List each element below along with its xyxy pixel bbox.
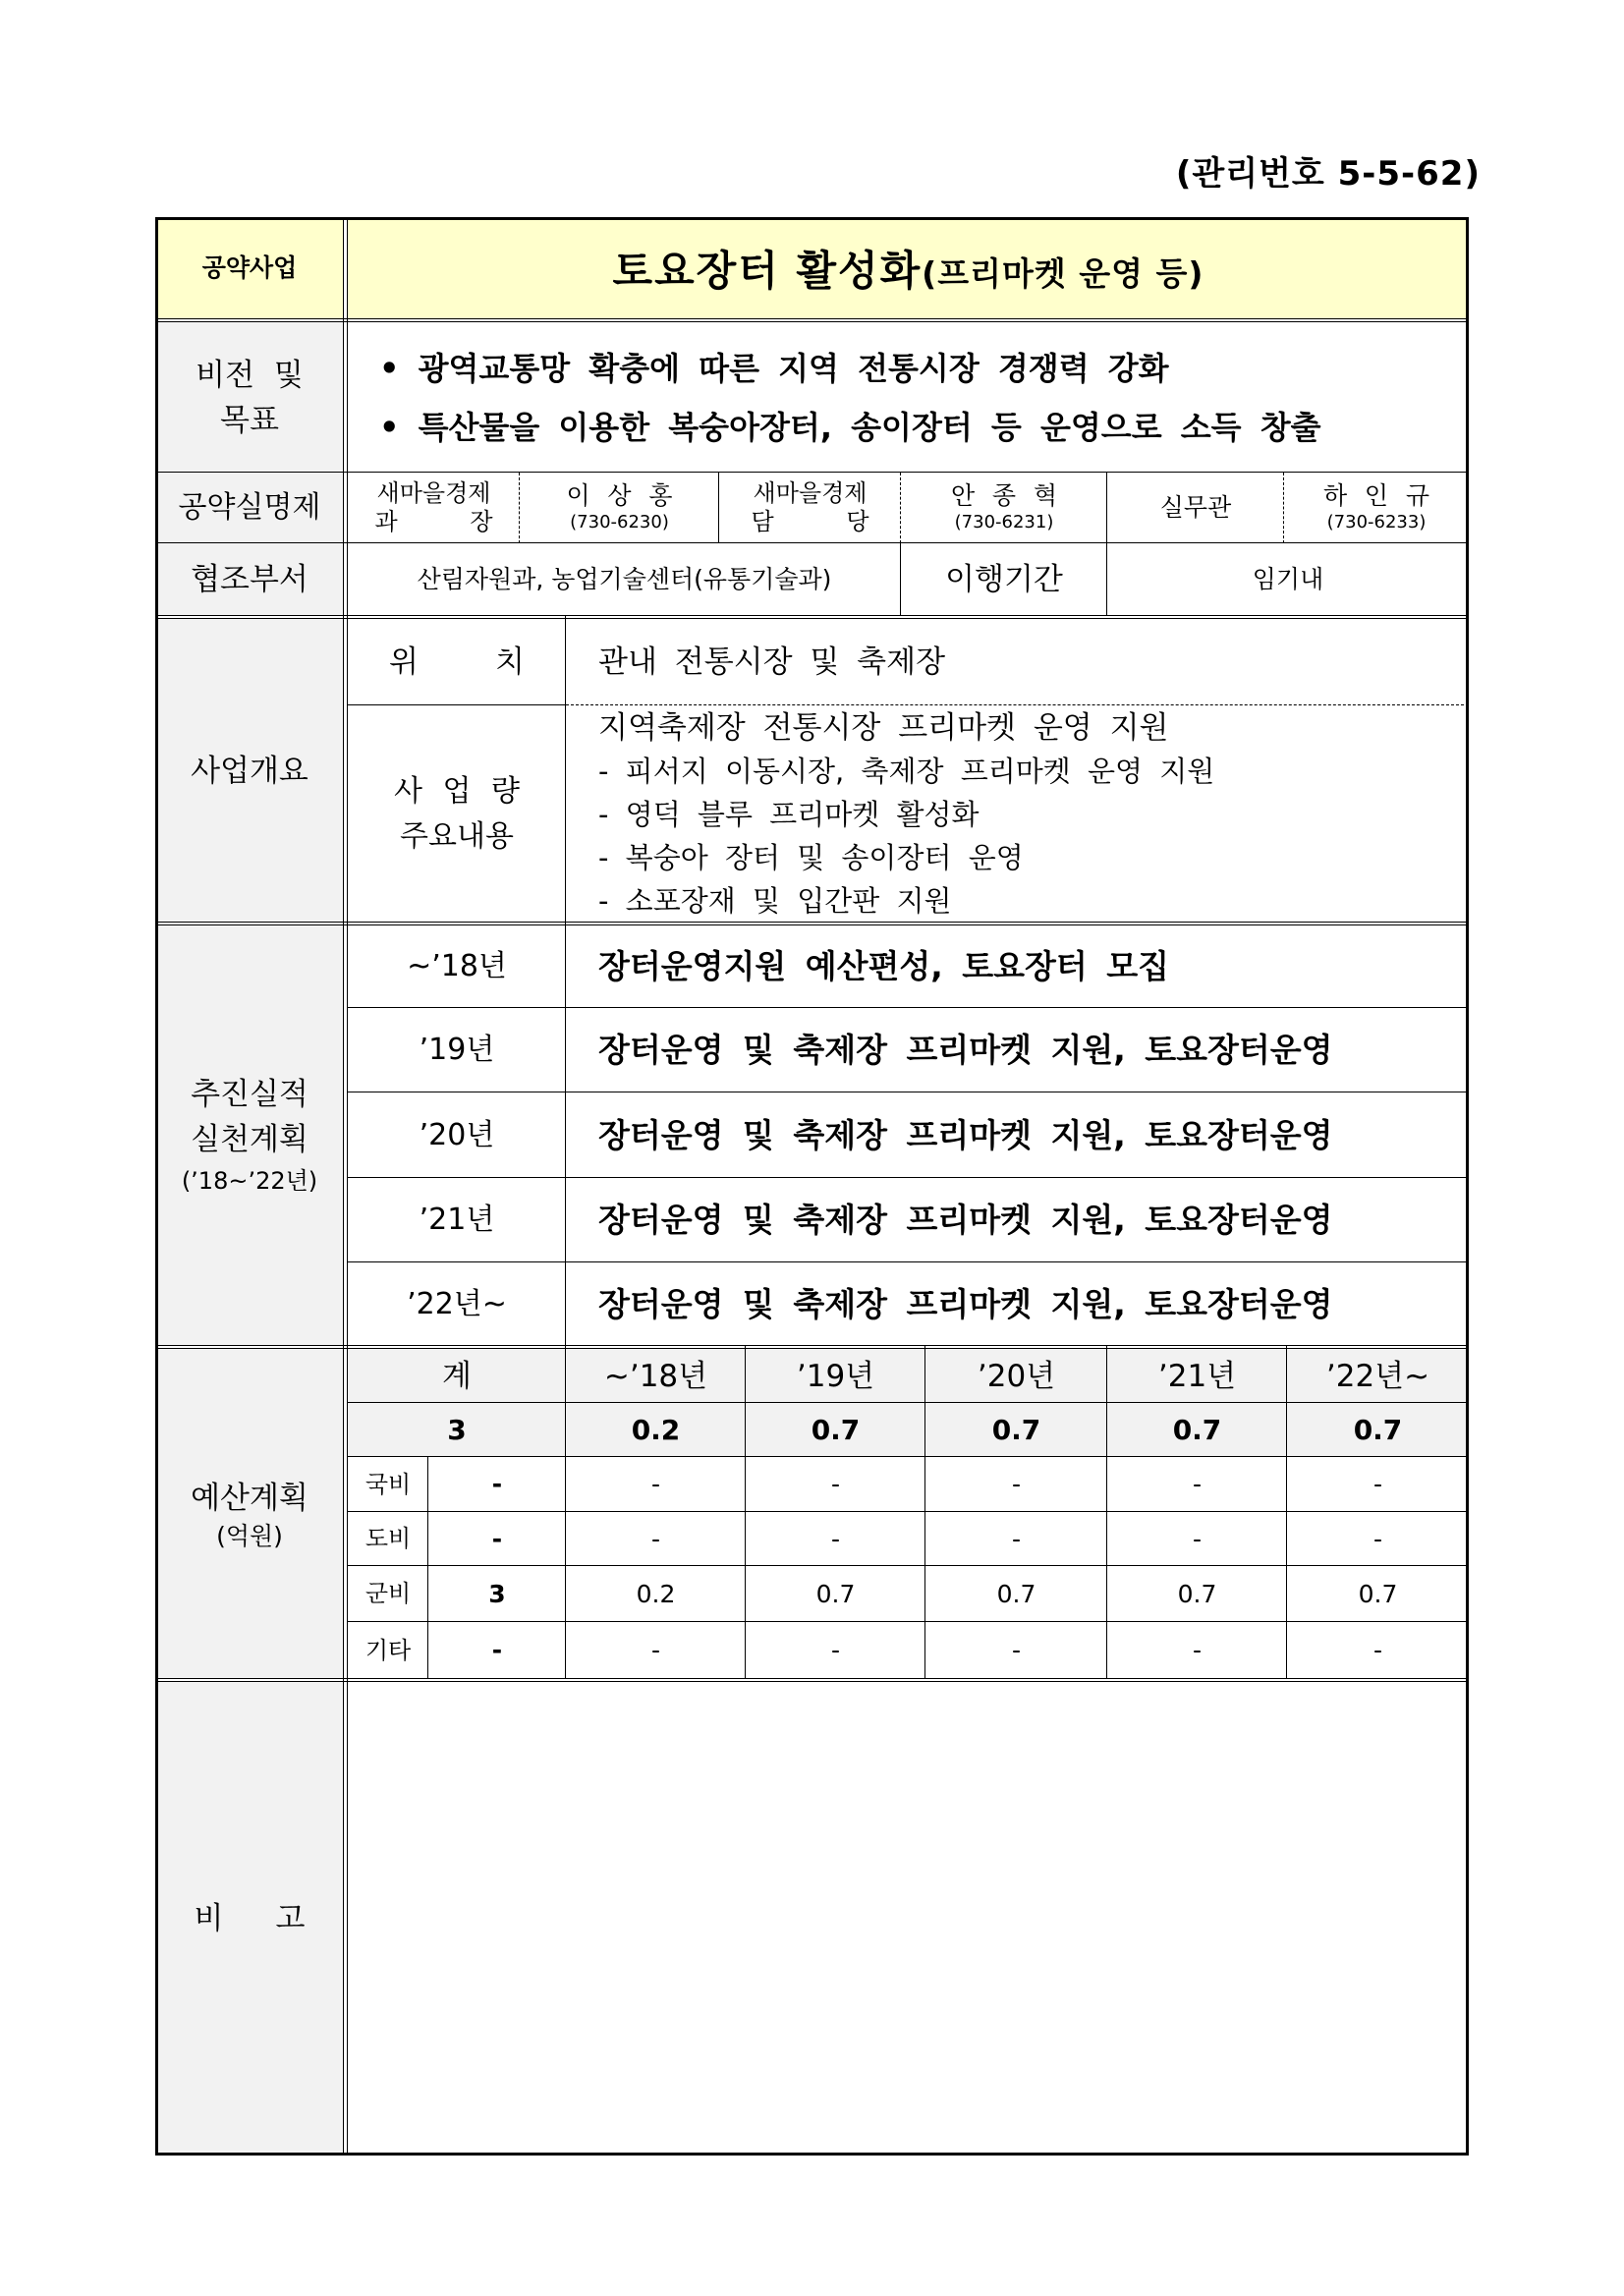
- progress-label-cell: [155, 925, 344, 1346]
- table-rule: [348, 1456, 1469, 1457]
- budget-value-cell: [1287, 1566, 1469, 1622]
- scope-line: - 영덕 블루 프리마켓 활성화: [598, 797, 980, 831]
- official-name: 안 종 혁: [951, 481, 1057, 510]
- budget-value: -: [1192, 1470, 1203, 1498]
- table-rule: [1106, 543, 1107, 616]
- budget-source: 도비: [364, 1525, 412, 1552]
- progress-label-period: (’18~’22년): [181, 1167, 318, 1195]
- table-rule: [348, 704, 566, 705]
- budget-value-cell: [1287, 1457, 1469, 1512]
- vision-bullet: • 특산물을 이용한 복숭아장터, 송이장터 등 운영으로 소득 창출: [379, 408, 1321, 446]
- period-label-cell: [901, 543, 1107, 616]
- scope-line: - 소포장재 및 입간판 지원: [598, 883, 952, 918]
- budget-value: -: [491, 1636, 503, 1664]
- official-title: 실무관: [1159, 493, 1232, 522]
- budget-value-cell: [566, 1566, 746, 1622]
- budget-value: -: [650, 1470, 661, 1498]
- budget-header: ’22년~: [1325, 1358, 1430, 1394]
- accountability-label: 공약실명제: [178, 490, 321, 525]
- table-rule: [155, 922, 1469, 923]
- budget-value-cell: [925, 1622, 1107, 1679]
- table-rule: [155, 618, 1469, 619]
- budget-value: -: [491, 1524, 503, 1553]
- budget-value: -: [1372, 1470, 1383, 1498]
- table-rule: [155, 615, 1469, 616]
- table-rule: [565, 616, 566, 1679]
- official-title-cell: [1107, 473, 1284, 543]
- progress-content: 장터운영 및 축제장 프리마켓 지원, 토요장터운영: [598, 1031, 1333, 1069]
- cooperation-departments-cell: [348, 543, 901, 616]
- table-rule: [745, 1346, 746, 1679]
- budget-header: ’21년: [1157, 1358, 1237, 1394]
- budget-source: 군비: [364, 1580, 412, 1607]
- budget-header: ~’18년: [603, 1358, 708, 1394]
- budget-value-cell: [925, 1512, 1107, 1566]
- budget-value: -: [830, 1470, 841, 1498]
- budget-source-cell: [348, 1622, 428, 1679]
- table-rule: [924, 1346, 925, 1679]
- budget-header-cell: [925, 1349, 1107, 1403]
- progress-year: ~’18년: [407, 949, 507, 983]
- budget-value: -: [830, 1636, 841, 1664]
- official-name: 하 인 규: [1323, 481, 1429, 510]
- table-rule: [155, 1345, 1469, 1346]
- table-rule: [427, 1457, 428, 1679]
- budget-value-cell: [566, 1457, 746, 1512]
- vision-label-line2: 목표: [220, 402, 279, 438]
- progress-content: 장터운영지원 예산편성, 토요장터 모집: [598, 947, 1170, 985]
- vision-bullet: • 광역교통망 확충에 따른 지역 전통시장 경쟁력 강화: [379, 349, 1169, 387]
- official-position: 과 장: [374, 508, 493, 535]
- table-rule: [348, 1565, 1469, 1566]
- vision-content-cell: [348, 322, 1469, 473]
- budget-total-cell: [746, 1403, 925, 1457]
- progress-year: ’20년: [419, 1117, 495, 1152]
- budget-value-cell: [1287, 1512, 1469, 1566]
- budget-header: 계: [442, 1358, 472, 1394]
- table-rule: [347, 217, 348, 2156]
- vision-label-line1: 비전 및: [196, 357, 304, 393]
- cooperation-label-cell: [155, 543, 344, 616]
- table-rule: [155, 318, 1469, 319]
- scope-label-line1: 사 업 량: [394, 773, 520, 809]
- table-rule: [155, 321, 1469, 322]
- budget-source-cell: [348, 1457, 428, 1512]
- budget-value-cell: [1107, 1566, 1287, 1622]
- official-title-cell: [719, 473, 901, 543]
- official-phone: (730-6231): [954, 512, 1054, 532]
- progress-content: 장터운영 및 축제장 프리마켓 지원, 토요장터운영: [598, 1284, 1333, 1323]
- budget-value-cell: [1107, 1457, 1287, 1512]
- budget-value: 0.7: [815, 1579, 856, 1608]
- budget-header-cell: [1107, 1349, 1287, 1403]
- pledge-title-suffix: (프리마켓 운영 등): [922, 254, 1204, 293]
- budget-total-cell: [925, 1403, 1107, 1457]
- table-rule: [1106, 473, 1107, 543]
- budget-source: 국비: [364, 1470, 412, 1498]
- location-label-cell: [348, 619, 566, 705]
- budget-value: 0.7: [1177, 1579, 1217, 1608]
- budget-value-cell: [1107, 1512, 1287, 1566]
- budget-value-cell: [925, 1457, 1107, 1512]
- table-rule-dashed: [519, 473, 520, 543]
- cooperation-label: 협조부서: [191, 562, 308, 597]
- budget-value: -: [1192, 1524, 1203, 1553]
- pledge-label: 공약사업: [201, 253, 298, 282]
- table-rule: [155, 1678, 1469, 1679]
- table-rule: [900, 543, 901, 616]
- progress-label-line1: 추진실적: [191, 1077, 308, 1112]
- progress-year-cell: [348, 1178, 566, 1262]
- budget-value-cell: [746, 1566, 925, 1622]
- scope-label-line2: 주요내용: [400, 818, 514, 854]
- budget-header: ’20년: [977, 1358, 1056, 1394]
- table-rule: [348, 1261, 1469, 1262]
- budget-total: 0.7: [991, 1413, 1041, 1446]
- budget-header-cell: [348, 1349, 566, 1403]
- remarks-label: 비 고: [194, 1901, 306, 1936]
- budget-label-cell: [155, 1349, 344, 1679]
- budget-value-cell: [746, 1512, 925, 1566]
- budget-value: -: [1011, 1470, 1022, 1498]
- progress-year: ’19년: [419, 1033, 495, 1067]
- table-rule: [155, 1348, 1469, 1349]
- budget-value: -: [650, 1524, 661, 1553]
- budget-total-cell: [348, 1403, 566, 1457]
- budget-value: -: [830, 1524, 841, 1553]
- official-title: 새마을경제: [753, 479, 868, 507]
- cooperation-departments: 산림자원과, 농업기술센터(유통기술과): [417, 565, 832, 593]
- budget-value-cell: [925, 1566, 1107, 1622]
- progress-year-cell: [348, 1262, 566, 1346]
- budget-total: 0.7: [811, 1413, 861, 1446]
- progress-content-cell: [566, 1178, 1469, 1262]
- budget-value: -: [491, 1470, 503, 1498]
- budget-total: 0.2: [631, 1413, 681, 1446]
- table-rule: [348, 1621, 1469, 1622]
- table-rule: [718, 473, 719, 543]
- budget-source-cell: [348, 1512, 428, 1566]
- budget-source-cell: [348, 1566, 428, 1622]
- budget-header-cell: [1287, 1349, 1469, 1403]
- period-value-cell: [1107, 543, 1469, 616]
- budget-value: -: [1192, 1636, 1203, 1664]
- budget-value-cell: [428, 1457, 566, 1512]
- overview-label-cell: [155, 619, 344, 923]
- table-rule: [343, 217, 344, 2156]
- budget-value-cell: [1287, 1622, 1469, 1679]
- budget-value-cell: [746, 1457, 925, 1512]
- location-label: 위 치: [389, 644, 525, 680]
- table-rule: [1286, 1346, 1287, 1679]
- budget-value: -: [1372, 1636, 1383, 1664]
- official-name-cell: [901, 473, 1107, 543]
- scope-content-cell: [566, 705, 1469, 923]
- budget-value: 0.2: [636, 1579, 676, 1608]
- budget-value: 0.7: [1358, 1579, 1398, 1608]
- official-name-cell: [1284, 473, 1469, 543]
- scope-line: - 피서지 이동시장, 축제장 프리마켓 운영 지원: [598, 754, 1215, 788]
- budget-value-cell: [428, 1512, 566, 1566]
- budget-total-cell: [566, 1403, 746, 1457]
- budget-value: -: [1011, 1524, 1022, 1553]
- budget-total: 3: [447, 1413, 467, 1446]
- accountability-label-cell: [155, 473, 344, 543]
- pledge-title-cell: [348, 217, 1469, 319]
- budget-label: 예산계획: [191, 1481, 308, 1516]
- remarks-content-cell: [348, 1682, 1469, 2156]
- progress-content-cell: [566, 925, 1469, 1008]
- progress-year-cell: [348, 1092, 566, 1178]
- progress-content-cell: [566, 1092, 1469, 1178]
- period-label: 이행기간: [945, 562, 1063, 597]
- pledge-table: [155, 217, 1469, 2156]
- progress-year-cell: [348, 1008, 566, 1092]
- progress-content-cell: [566, 1262, 1469, 1346]
- table-rule: [348, 1511, 1469, 1512]
- table-rule: [155, 924, 1469, 925]
- budget-value-cell: [566, 1622, 746, 1679]
- official-position: 담 당: [751, 508, 869, 535]
- progress-year: ’21년: [419, 1203, 495, 1237]
- table-rule: [155, 542, 1469, 543]
- budget-value: -: [650, 1636, 661, 1664]
- table-rule: [348, 1402, 1469, 1403]
- budget-header-cell: [566, 1349, 746, 1403]
- budget-header: ’19년: [796, 1358, 875, 1394]
- budget-source: 기타: [364, 1636, 412, 1664]
- budget-value-cell: [746, 1622, 925, 1679]
- budget-value-cell: [428, 1566, 566, 1622]
- progress-year: ’22년~: [407, 1286, 507, 1321]
- pledge-title-line: [613, 239, 1204, 298]
- table-rule: [1106, 1346, 1107, 1679]
- official-phone: (730-6233): [1326, 512, 1427, 532]
- table-rule: [155, 1681, 1469, 1682]
- period-value: 임기내: [1252, 565, 1324, 593]
- budget-value: 3: [488, 1579, 506, 1608]
- budget-value-cell: [566, 1512, 746, 1566]
- table-rule: [155, 472, 1469, 473]
- budget-total: 0.7: [1353, 1413, 1403, 1446]
- budget-unit: (억원): [216, 1522, 283, 1550]
- pledge-label-cell: [155, 217, 344, 319]
- official-phone: (730-6230): [570, 512, 669, 532]
- table-rule-dashed: [900, 473, 901, 543]
- progress-content-cell: [566, 1008, 1469, 1092]
- table-rule: [348, 1007, 1469, 1008]
- official-name: 이 상 홍: [566, 481, 673, 510]
- progress-year-cell: [348, 925, 566, 1008]
- budget-total-cell: [1107, 1403, 1287, 1457]
- table-rule-dashed: [566, 704, 1469, 705]
- overview-label: 사업개요: [191, 753, 308, 789]
- official-title: 새마을경제: [376, 479, 491, 507]
- budget-value-cell: [428, 1622, 566, 1679]
- scope-label-cell: [348, 705, 566, 923]
- budget-value: -: [1372, 1524, 1383, 1553]
- budget-header-cell: [746, 1349, 925, 1403]
- table-rule-dashed: [1283, 473, 1284, 543]
- scope-line: 지역축제장 전통시장 프리마켓 운영 지원: [598, 709, 1169, 746]
- location-value-cell: [566, 619, 1469, 705]
- progress-content: 장터운영 및 축제장 프리마켓 지원, 토요장터운영: [598, 1115, 1333, 1154]
- progress-label-line2: 실천계획: [191, 1122, 308, 1157]
- official-name-cell: [520, 473, 719, 543]
- location-value: 관내 전통시장 및 축제장: [598, 644, 946, 680]
- budget-total: 0.7: [1172, 1413, 1222, 1446]
- budget-value: 0.7: [996, 1579, 1036, 1608]
- progress-content: 장터운영 및 축제장 프리마켓 지원, 토요장터운영: [598, 1201, 1333, 1239]
- scope-line: - 복숭아 장터 및 송이장터 운영: [598, 840, 1024, 874]
- budget-total-cell: [1287, 1403, 1469, 1457]
- vision-label-cell: [155, 322, 344, 473]
- official-title-cell: [348, 473, 520, 543]
- remarks-label-cell: [155, 1682, 344, 2156]
- management-number: (관리번호 5-5-62): [1175, 154, 1481, 194]
- pledge-title: 토요장터 활성화: [612, 247, 923, 295]
- table-rule: [348, 1177, 1469, 1178]
- budget-value: -: [1011, 1636, 1022, 1664]
- budget-value-cell: [1107, 1622, 1287, 1679]
